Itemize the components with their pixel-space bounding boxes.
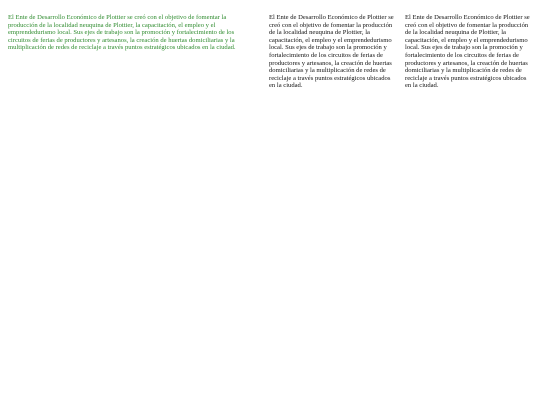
paragraph-column-3: El Ente de Desarrollo Económico de Plottier se creó con el objetivo de fomentar la producción de la localidad neuquina de Plottier, la capacitación, el empleo y el emprendedurismo local. Sus ejes de trabajo son la promoción y fortalecimiento de los circuitos de ferias de productores y artesanos, la creación de huertas domiciliarias y la multiplicación de redes de reciclaje a través puntos estratégicos ubicados en la ciudad. <box>405 14 530 90</box>
paragraph-column-2: El Ente de Desarrollo Económico de Plottier se creó con el objetivo de fomentar la producción de la localidad neuquina de Plottier, la capacitación, el empleo y el emprendedurismo local. Sus ejes de trabajo son la promoción y fortalecimiento de los circuitos de ferias de productores y artesanos, la creación de huertas domiciliarias y la multiplicación de redes de reciclaje a través puntos estratégicos ubicados en la ciudad. <box>269 14 394 90</box>
paragraph-column-1: El Ente de Desarrollo Económico de Plottier se creó con el objetivo de fomentar la producción de la localidad neuquina de Plottier, la capacitación, el empleo y el emprendedurismo local. Sus ejes de trabajo son la promoción y fortalecimiento de los circuitos de ferias de productores y artesanos, la creación de huertas domiciliarias y la multiplicación de redes de reciclaje a través puntos estratégicos ubicados en la ciudad. <box>8 14 236 52</box>
